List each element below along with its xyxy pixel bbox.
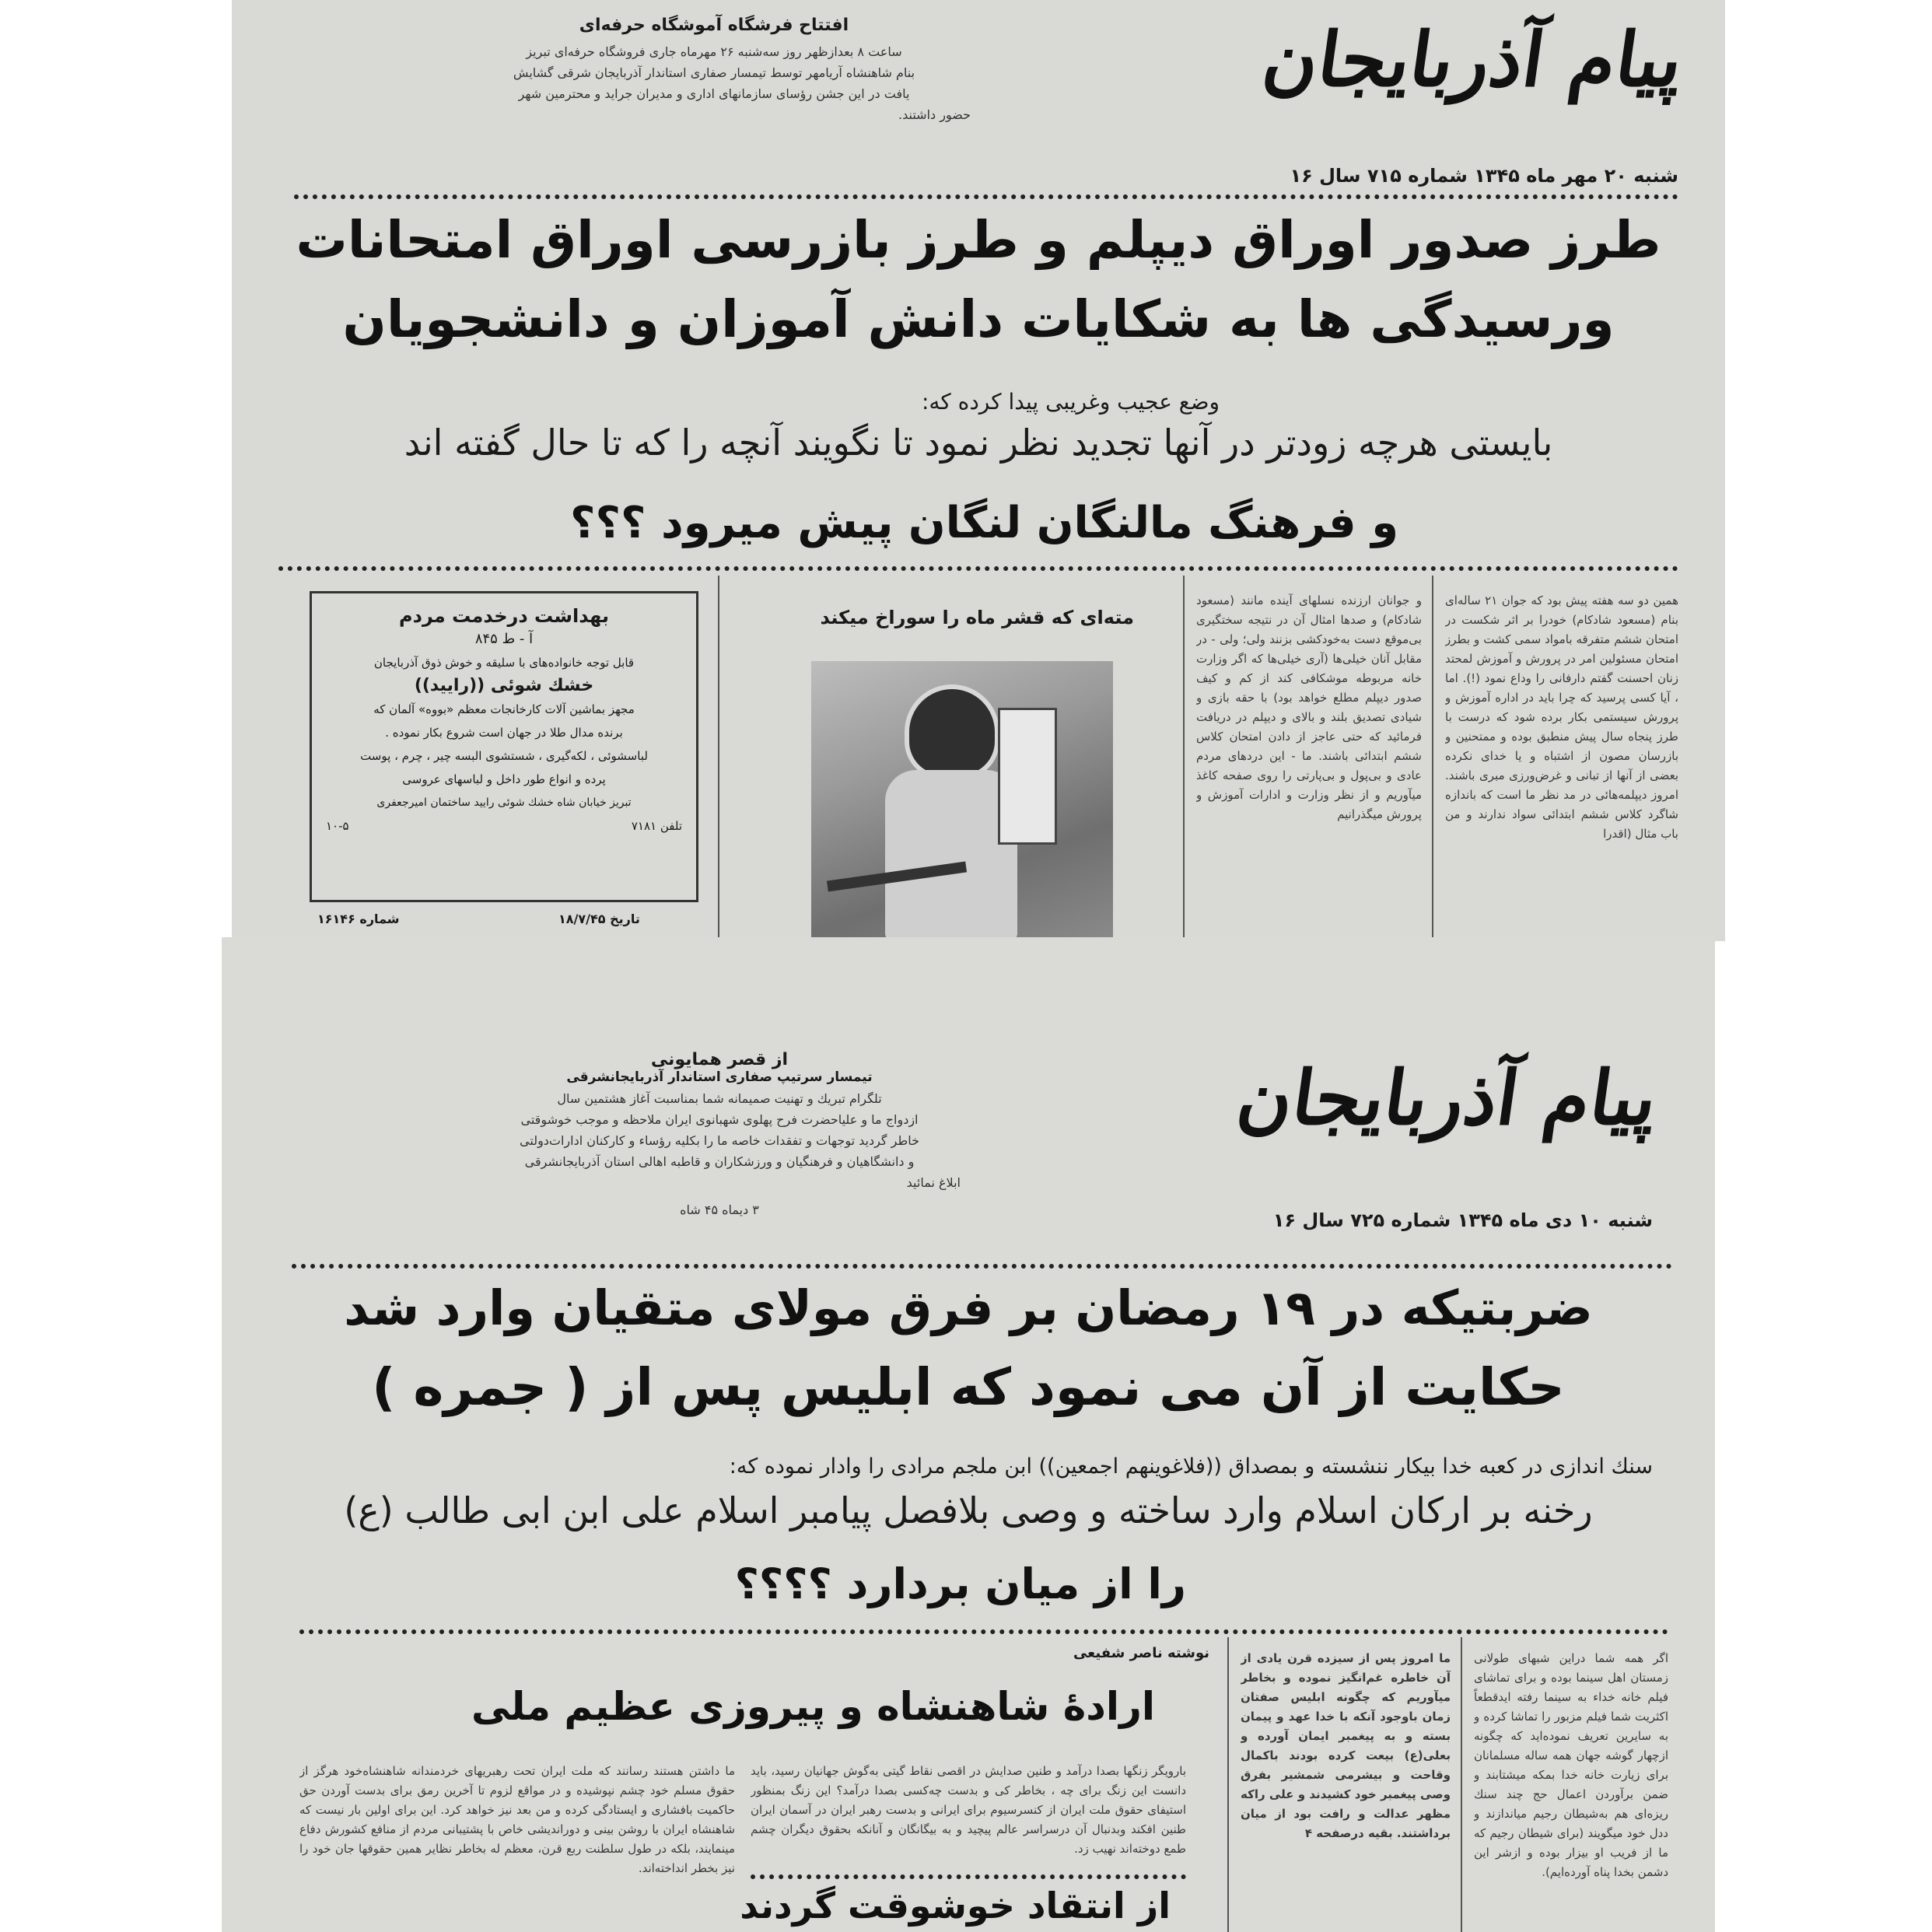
notice-line: یافت در این جشن رؤسای سازمانهای اداری و مدیران جراید و محترمین شهر <box>518 86 910 101</box>
astronaut-photo <box>811 661 1113 941</box>
notice-line: ابلاغ نمائید <box>906 1175 961 1190</box>
kicker: سنك اندازی در کعبه خدا بیکار ننشسته و بمصداق ((فلاغوینهم اجمعین)) ابن ملجم مرادی را وادار نموده که: <box>729 1454 1653 1479</box>
ad-text: برنده مدال طلا در جهان است شروع بکار نموده . <box>385 726 623 740</box>
notice-line: خاطر گردید توجهات و تفقدات خاصه ما را بکلیه رؤساء و کارکنان ادارات‌دولتی <box>520 1133 919 1148</box>
subheadline-2: را از میان بردارد ؟؟؟؟ <box>734 1559 1186 1608</box>
newspaper-page-top <box>232 0 1725 941</box>
notice-bottom <box>478 1050 961 1220</box>
notice-title: از قصر همایونی <box>650 1050 789 1069</box>
column-text: اگر همه شما دراین شبهای طولانی زمستان اهل سینما بوده و برای تماشای فیلم خانه خداء به سینما رفته ایدقطعاً اکثریت شما فیلم مزبور را تماشا کرده و به سایرین تعریف نموده‌اید که چگونه ازچهار گوشه جهان همه ساله مسلمانان برای زیارت خانه خدا بمکه میشتابند و ضمن برآوردن اعمال حج چند سنك ریزه‌ای هم به‌شیطان رجیم میاندازند و ددل خود میگویند (برای شیطان رجیم که ما از فریب او بیزار بوده و ازشر این دشمن بخدا پناه آورده‌ایم). <box>1474 1651 1668 1879</box>
photo-caption: مته‌ای که قشر ماه را سوراخ میکند <box>820 607 1134 628</box>
notice-line: ازدواج ما و علیاحضرت فرح پهلوی شهبانوی ایران ملاحظه و موجب خوشوقتی <box>520 1112 919 1127</box>
divider <box>299 1629 1668 1634</box>
column-text: بارویگر زنگها بصدا درآمد و طنین صدایش در اقصی نقاط گیتی به‌گوش جهانیان رسید، باید دانست این زنگ برای چه ، بخاطر کی و بدست چه‌کسی بصدا درآمد؟ این زنگ بمنظور استیفای حقوق ملت ایران از کنسرسیوم برای ایرانی و بدست رهبر ایران در آسمان ایران طنین افکند وبدنبال آن درسراسر عالم پیچید و به بیگانگان و آنانکه بحقوق دیگران چشم طمع دوخته‌اند نهیب زد. <box>751 1764 1186 1856</box>
dateline-bottom: شنبه ۱۰ دی ماه ۱۳۴۵ شماره ۷۲۵ سال ۱۶ <box>1272 1209 1653 1231</box>
ad-ref: ۱۰-۵ <box>326 819 349 833</box>
headline-line-2: ورسیدگی ها به شکایات دانش آموزان و دانشجویان <box>342 289 1615 349</box>
divider <box>294 194 1678 199</box>
article-column-middle <box>1196 591 1422 926</box>
headline-line-1: طرز صدور اوراق دیپلم و طرز بازرسی اوراق امتحانات <box>296 210 1661 270</box>
ad-text: پرده و انواع طور داخل و لباسهای عروسی <box>402 772 606 786</box>
article-column-b <box>751 1762 1186 1871</box>
notice-line: حضور داشتند. <box>898 107 971 122</box>
ad-business-name: خشك شوئی ((رایید)) <box>414 676 594 695</box>
column-rule <box>1461 1637 1462 1932</box>
article-column-right <box>1474 1649 1668 1932</box>
ad-text: لباسشوئی ، لکه‌گیری ، شستشوی البسه چیر ، چرم ، پوست <box>360 749 648 763</box>
ad-code: آ - ط ۸۴۵ <box>474 631 534 647</box>
article-column-right <box>1445 591 1678 926</box>
notice-line: تلگرام تبریك و تهنیت صمیمانه شما بمناسبت آغاز هشتمین سال <box>557 1091 882 1106</box>
column-rule <box>718 576 719 941</box>
notice-signature: ۳ دیماه ۴۵ شاه <box>680 1202 759 1217</box>
notice-line: ساعت ۸ بعدازظهر روز سه‌شنبه ۲۶ مهرماه جاری فروشگاه حرفه‌ای تبریز <box>526 44 902 59</box>
subheadline-1: رخنه بر ارکان اسلام وارد ساخته و وصی بلافصل پیامبر اسلام علی ابن ابی طالب (ع) <box>344 1489 1593 1531</box>
ad-address: تبریز خیابان شاه خشك شوئی رایید ساختمان امیرجعفری <box>376 796 632 809</box>
notice-line: و دانشگاهیان و فرهنگیان و ورزشکاران و قاطبه اهالی استان آذربایجانشرقی <box>524 1154 915 1169</box>
advertisement-box <box>310 591 698 902</box>
ad-text: مجهز بماشین آلات کارخانجات معظم «بووه» آلمان که <box>373 702 635 716</box>
subheadline-2: و فرهنگ مالنگان لنگان پیش میرود ؟؟؟ <box>570 498 1398 548</box>
footer-number: شماره ۱۶۱۴۶ <box>317 912 400 926</box>
dateline-top: شنبه ۲۰ مهر ماه ۱۳۴۵ شماره ۷۱۵ سال ۱۶ <box>1290 165 1678 187</box>
notice-title: افتتاح فرشگاه آموشگاه حرفه‌ای <box>579 16 849 35</box>
column-rule <box>1227 1637 1229 1932</box>
jetpack <box>998 708 1057 845</box>
column-rule <box>1432 576 1433 941</box>
article-column-second <box>1241 1649 1451 1932</box>
headline-bottom: از انتقاد خوشوقت گردند <box>740 1885 1171 1927</box>
kicker: وضع عجیب وغریبی پیدا کرده که: <box>921 389 1220 415</box>
notice-line: بنام شاهنشاه آریامهر توسط تیمسار صفاری استاندار آذربایجان شرقی گشایش <box>513 65 915 80</box>
column-text: ما امروز پس از سیزده قرن یادی از آن خاطره غم‌انگیز نموده و بخاطر میآوریم که چگونه ابلیس صفتان زمان باوجود آنکه با خدا عهد و پیمان بسته و به پیغمبر ایمان آورده و بعلی(ع) بیعت کرده بودند باکمال وقاحت و بیشرمی شمشیر بفرق وصی پیغمبر خود کشیدند و علی راکه مظهر عدالت و رافت بود از میان برداشتند. بقیه درصفحه ۴ <box>1241 1651 1451 1840</box>
subheadline-1: بایستی هرچه زودتر در آنها تجدید نظر نمود تا نگویند آنچه را که تا حال گفته اند <box>404 422 1553 464</box>
footer-date: تاریخ ۱۸/۷/۴۵ <box>558 912 640 926</box>
headline-line-2: حکایت از آن می نمود که ابلیس پس از ( جمره ) <box>372 1357 1565 1417</box>
column-text: و جوانان ارزنده نسلهای آینده مانند (مسعود شادکام) و صدها امثال آن در نتیجه سختگیری بی‌موقع دست به‌خودکشی بزنند ولی؛ ولی - در مقابل آنان خیلی‌ها (آری خیلی‌ها که اگر وزارت خانه مربوطه موشکافی کند از کم و کیف صدور دیپلم مطلع خواهد بود) با حقه بازی و شیادی تصدیق بلند و بالای و دیپلم در دریافت فرمائید که حتی عاجز از دادن امتحان کلاس ششم ابتدائی باشند. ما - این دردهای مردم عادی و بی‌پول و بی‌پارتی را روی صفحه کاغذ میآوریم و از نظر وزارت و ادارات آموزش و پرورش میگذرانیم <box>1196 593 1422 821</box>
masthead-bottom: پیام آذربایجان <box>1232 1054 1663 1142</box>
astronaut-helmet <box>905 684 999 779</box>
column-text: همین دو سه هفته پیش بود که جوان ۲۱ ساله‌ای بنام (مسعود شادکام) خودرا بر اثر شکست در امتحان ششم متفرقه بامواد سمی کشت و بطرز امتحان مسئولین امر در پرورش و آموزش لمحتد زنان احسنت گفتم دارفانی را وداع نمود (!). اما ، آیا کسی پرسید که چرا باید در اداره آموزش و پرورش سیستمی بکار برده شود که درست با طرز پنجاه سال پیش منطبق بوده و ممتحنین و بازرسان مصون از اشتباه و یا خدای نکرده بعضی از آنها از تبانی و غرض‌ورزی مبری باشند. امروز دیپلمه‌هائی در مد نظر ما است که باندازه شاگرد کلاس ششم ابتدائی سواد ندارند و من باب مثال (اقدرا <box>1445 593 1678 841</box>
column-rule <box>1183 576 1185 941</box>
byline: نوشته ناصر شفیعی <box>1073 1645 1209 1661</box>
article-title: ارادهٔ شاهنشاه و پیروزی عظیم ملی <box>471 1684 1155 1729</box>
divider <box>751 1874 1186 1879</box>
ad-title: بهداشت درخدمت مردم <box>399 605 609 627</box>
ad-text: قابل توجه خانواده‌های با سلیقه و خوش ذوق آذربایجان <box>373 656 635 670</box>
ad-phone: تلفن ۷۱۸۱ <box>631 819 682 833</box>
divider <box>292 1264 1672 1269</box>
notice-top <box>457 16 971 125</box>
article-column-a <box>299 1762 735 1932</box>
newspaper-page-bottom <box>222 937 1715 1932</box>
column-text: ما داشتن هستند رسانند که ملت ایران تحت رهبریهای خردمندانه شاهنشاه‌خود هرگز از حقوق مسلم خود چشم نپوشیده و در مواقع لزوم تا آخرین رمق برای بدست آوردن حق حاکمیت بافشاری و ایستادگی کرده و من بعد نیز خواهد کرد. این برای اولین بار نیست که شاهنشاه ایران با روشن بینی و دوراندیشی خاص با پشتیبانی مردم از منافع کشورش دفاع مینمایند، بلکه در طول سلطنت ربع قرن، معظم له بخاطر نظایر همین حقوقها جان خود را نیز بخطر انداخته‌اند. <box>299 1764 735 1875</box>
masthead-top: پیام آذربایجان <box>1258 16 1689 103</box>
headline-line-1: ضربتیکه در ۱۹ رمضان بر فرق مولای متقیان وارد شد <box>344 1279 1593 1336</box>
divider <box>278 566 1678 571</box>
notice-subtitle: تیمسار سرتیپ صفاری استاندار آذربایجانشرقی <box>566 1069 873 1085</box>
